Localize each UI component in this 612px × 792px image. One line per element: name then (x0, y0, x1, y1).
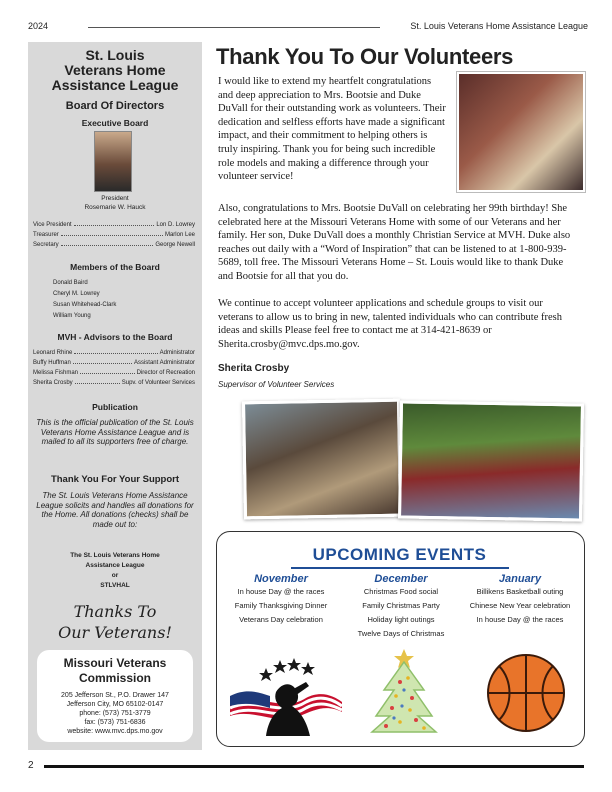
advisor-role: Director of Recreation (136, 370, 195, 376)
publication-text: This is the official publication of the St. Louis Veterans Home Assistance League and is mailed to all its supporters free of charge. (36, 418, 194, 446)
event-item: Billikens Basketball outing (476, 587, 564, 596)
commission-title (37, 656, 193, 686)
officer-row (33, 232, 195, 238)
sidebar-title-line: St. Louis (85, 47, 145, 63)
event-item: Christmas Food social (363, 587, 439, 596)
president-photo (94, 131, 132, 192)
advisor-role: Supv. of Volunteer Services (121, 380, 195, 386)
phone-line: phone: (573) 751-3779 (79, 710, 151, 717)
executive-board-heading: Executive Board (81, 118, 149, 128)
event-item: Family Christmas Party (362, 601, 440, 610)
month-heading: January (498, 573, 542, 585)
article-paragraph: We continue to accept volunteer applications and schedule groups to visit our veterans to allow us to bring in new, talented individuals who can contribute fresh ideas and skills Please feel free to contact me at 314-421-8639 or Sherita.crosby@mvc.dps.mo.gov. (218, 298, 562, 350)
veteran-salute-flag-icon (226, 652, 346, 738)
address-line: 205 Jefferson St., P.O. Drawer 147 (61, 692, 169, 699)
support-heading: Thank You For Your Support (50, 474, 180, 485)
advisor-name: Buffy Huffman (33, 360, 71, 366)
president-block (28, 194, 202, 212)
officer-role: Secretary (33, 242, 59, 248)
officer-row (33, 222, 195, 228)
advisor-name: Sherita Crosby (33, 380, 73, 386)
payee-line: Assistance League (85, 562, 145, 569)
advisor-name: Melissa Fishman (33, 370, 79, 376)
events-column-november (222, 573, 340, 627)
event-item: Holiday light outings (367, 615, 435, 624)
fax-line: fax: (573) 751-6836 (84, 719, 146, 726)
event-item: Twelve Days of Christmas (357, 629, 445, 638)
events-heading: UPCOMING EVENTS (312, 545, 487, 564)
signature-name: Sherita Crosby (218, 363, 290, 374)
payee-block (28, 551, 202, 591)
sidebar-title (28, 48, 202, 93)
month-heading: November (254, 573, 308, 585)
officer-name: Lon D. Lowrey (156, 222, 195, 228)
event-item: Family Thanksgiving Dinner (234, 601, 328, 610)
script-line: Thanks To (73, 602, 157, 621)
article-title: Thank You To Our Volunteers (216, 44, 514, 69)
board-member: Susan Whitehead-Clark (53, 302, 117, 308)
header-org-name: St. Louis Veterans Home Assistance League (410, 21, 588, 31)
events-column-january (461, 573, 579, 627)
advisor-row (33, 360, 195, 366)
events-column-december (342, 573, 460, 641)
commission-title-line: Commission (78, 671, 151, 685)
website-line: website: www.mvc.dps.mo.gov (67, 728, 163, 735)
president-name: Rosemarie W. Hauck (84, 204, 146, 211)
event-item: Chinese New Year celebration (469, 601, 571, 610)
board-member: Donald Baird (53, 280, 88, 286)
officer-role: Treasurer (33, 232, 59, 238)
footer-rule (44, 765, 584, 768)
birthday-photo (457, 72, 585, 192)
support-text: The St. Louis Veterans Home Assistance League solicits and handles all donations for the Home. All donations (checks) shall be made out to: (36, 491, 194, 529)
signature-title: Supervisor of Volunteer Services (218, 380, 335, 389)
event-item: Veterans Day celebration (239, 615, 323, 624)
officer-name: George Newell (155, 242, 195, 248)
sidebar-title-line: Assistance League (51, 77, 179, 93)
event-item: In house Day @ the races (476, 615, 564, 624)
advisor-name: Leonard Rhine (33, 350, 73, 356)
events-heading-underline (291, 567, 509, 569)
commission-address (37, 691, 193, 736)
payee-line: The St. Louis Veterans Home (70, 552, 160, 559)
page-number: 2 (28, 760, 34, 771)
sidebar-title-line: Veterans Home (64, 62, 166, 78)
event-photo-ballgame (398, 400, 584, 521)
payee-line: STLVHAL (100, 582, 130, 589)
advisor-row (33, 370, 195, 376)
thanks-veterans-script (28, 601, 202, 643)
header-rule (88, 27, 380, 28)
payee-line: or (111, 572, 119, 579)
advisor-role: Assistant Administrator (133, 360, 195, 366)
month-heading: December (374, 573, 428, 585)
christmas-tree-icon (366, 646, 442, 738)
advisor-row (33, 350, 195, 356)
members-heading: Members of the Board (70, 262, 160, 272)
president-title: President (101, 195, 129, 202)
officer-role: Vice President (33, 222, 72, 228)
advisors-heading: MVH - Advisors to the Board (57, 332, 173, 342)
script-line: Our Veterans! (58, 623, 172, 642)
advisor-role: Administrator (159, 350, 195, 356)
basketball-icon (485, 652, 567, 734)
officer-name: Marlon Lee (164, 232, 195, 238)
board-member: Cheryl M. Lowrey (53, 291, 100, 297)
event-photo-party (242, 399, 402, 520)
article-paragraph: Also, congratulations to Mrs. Bootsie DuVall on celebrating her 99th birthday! She celebrated here at the Missouri Veterans Home with some of our Veterans and her family. Her son, Duke DuVall does a monthly Christian Service at MVH. Duke also reaches out daily with a “Word of Inspiration” that can be listened to at 1-800-939-5689, toll free. The Missouri Veterans Home – St. Louis would like to thank Duke and Bootsie for all that you do. (218, 203, 571, 282)
commission-title-line: Missouri Veterans (63, 656, 167, 670)
header-year: 2024 (28, 21, 49, 31)
publication-heading: Publication (92, 402, 138, 412)
article-paragraph: I would like to extend my heartfelt congratulations and deep appreciation to Mrs. Bootsie and Duke DuVall for their outstanding work as volunteers. Their dedication and selfless efforts have made a significant impact, and their commitment to helping others is truly inspiring. Thank you for being such incredible role models and making a difference through your volunteer service! (218, 76, 446, 183)
officer-row (33, 242, 195, 248)
event-item: In house Day @ the races (237, 587, 325, 596)
advisor-row (33, 380, 195, 386)
board-member: William Young (53, 313, 91, 319)
address-line: Jefferson City, MO 65102-0147 (66, 701, 164, 708)
board-heading: Board Of Directors (65, 100, 165, 112)
